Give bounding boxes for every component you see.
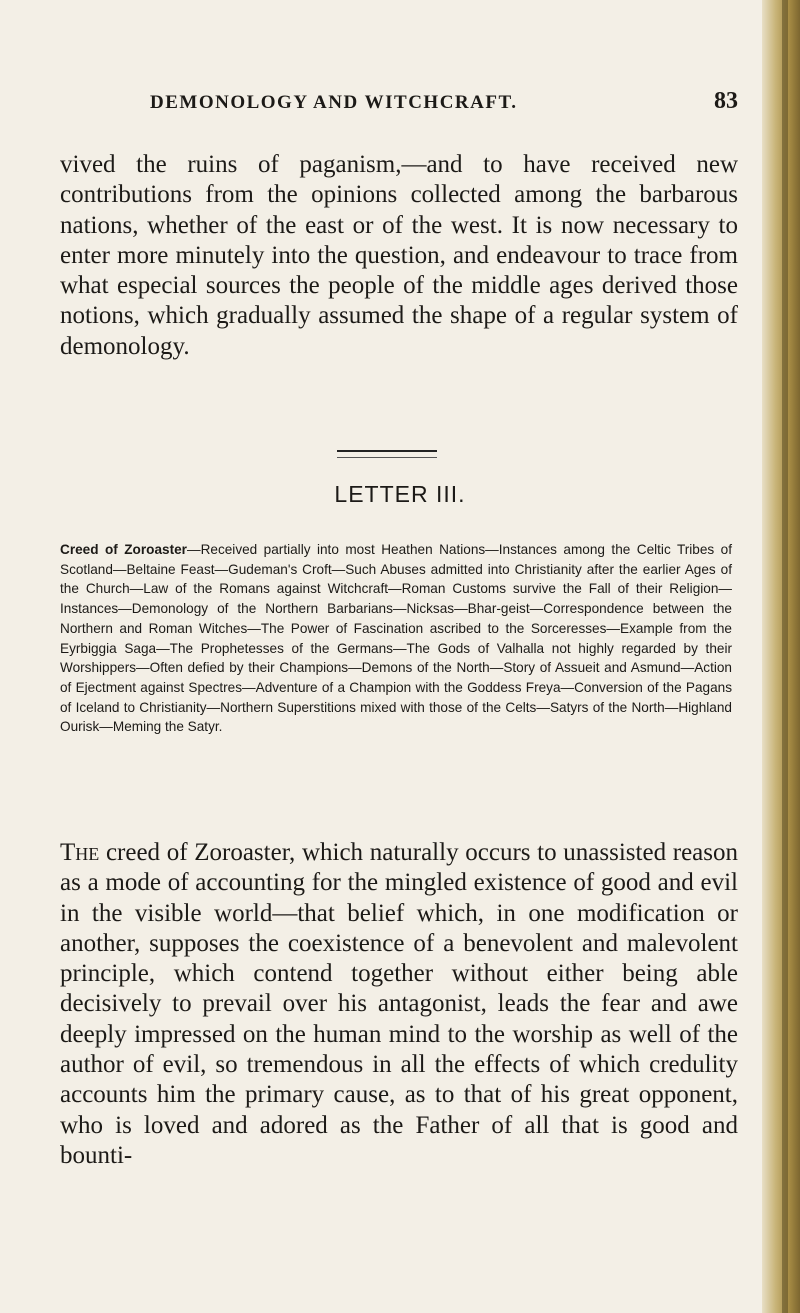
synopsis-text: —Received partially into most Heathen Nations—Instances among the Celtic Tribes of Scotland—Beltaine Feast—Gudeman's Croft—Such Abuses admitted into Christianity after the earlier Ages of the Church—Law of the Romans against Witchcraft—Roman Customs survive the Fall of their Religion—Instances—Demonology of the Northern Barbarians—Nicksas—Bhar-geist—Correspondence between the Northern and Roman Witches—The Power of Fascination ascribed to the Sorceresses—Example from the Eyrbiggia Saga—The Prophetesses of the Germans—The Gods of Valhalla not highly regarded by their Worshippers—Often defied by their Champions—Demons of the North—Story of Assueit and Asmund—Action of Ejectment against Spectres—Adventure of a Champion with the Goddess Freya—Conversion of the Pagans of Iceland to Christianity—Northern Superstitions mixed with those of the Celts—Satyrs of the North—Highland Ourisk—Meming the Satyr. [60,542,732,735]
section-divider [337,450,437,458]
chapter-synopsis [60,540,732,737]
paragraph-opening [60,838,738,1171]
running-title: DEMONOLOGY AND WITCHCRAFT. [150,92,518,113]
page-number: 83 [714,88,738,114]
paragraph-continued: vived the ruins of paganism,—and to have received new contributions from the opinions collected among the barbarous nations, whether of the east or of the west. It is now necessary to enter more minutely into the question, and endeavour to trace from what especial sources the people of the middle ages derived those notions, which gradually assumed the shape of a regular system of demonology. [60,151,738,360]
page-edge-shadow [782,0,788,1313]
running-head [60,88,738,122]
page-edge-binding [762,0,800,1313]
paragraph-opening-text: creed of Zoroaster, which naturally occurs to unassisted reason as a mode of accounting for the mingled existence of good and evil in the visible world—that belief which, in one modification or another, supposes the coexistence of a benevolent and malevolent principle, which contend together without either being able decisively to prevail over his antagonist, leads the fear and awe deeply impressed on the human mind to the worship as well of the author of evil, so tremendous in all the effects of which credulity accounts him the primary cause, as to that of his great opponent, who is loved and adored as the Father of all that is good and bounti- [60,839,738,1169]
paragraph-initial-word: The [60,839,100,866]
synopsis-lead: Creed of Zoroaster [60,542,187,557]
letter-heading: LETTER III. [334,481,466,507]
